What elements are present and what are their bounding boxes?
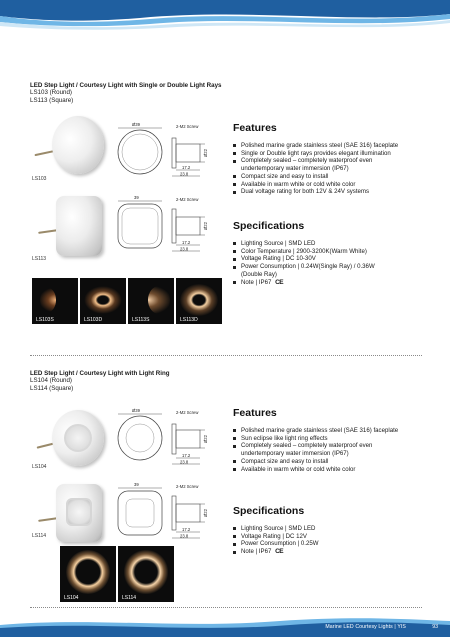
- spec-value: SMD LED: [288, 240, 316, 247]
- ls114-dim-side: Ø22: [203, 509, 208, 517]
- feature-item: Polished marine grade stainless steel (SAE 316) faceplate: [233, 142, 398, 150]
- spec-label: Voltage Rating: [241, 255, 281, 263]
- feature-item: Completely sealed – completely waterproof even: [233, 442, 398, 450]
- feature-item-continuation: undertemporary water immersion (IP67): [241, 450, 349, 458]
- ls113-dimension-drawing: [112, 193, 224, 255]
- section-divider: [30, 355, 422, 356]
- spec-item-continuation: (Double Ray): [241, 270, 277, 278]
- thumb-ls114: [118, 546, 174, 602]
- spec-item: Voltage Rating | DC 10-30V: [233, 255, 375, 263]
- thumb-ls103s: [32, 278, 78, 324]
- feature-item: Polished marine grade stainless steel (SAE 316) faceplate: [233, 427, 398, 435]
- spec-value: DC 10-30V: [285, 255, 316, 263]
- feature-item: Single or Double light rays provides elegant illumination: [233, 150, 398, 158]
- ls113-dim-depth2: 23.8: [180, 246, 189, 252]
- ls114-dim-depth1: 17.2: [182, 527, 191, 532]
- feature-item: Completely sealed – completely waterproof even: [233, 157, 398, 165]
- section1-title: LED Step Light / Courtesy Light with Single or Double Light Rays: [30, 82, 222, 89]
- ls114-dim-screw: 2-M2 Screw: [176, 484, 199, 489]
- section2-model-round: LS104 (Round): [30, 377, 72, 385]
- footer-series-text: [325, 624, 406, 630]
- ls113-label: LS113: [32, 256, 47, 262]
- spec-item: Note | IP67 CE: [233, 279, 375, 287]
- ls104-dim-diameter: Ø39: [132, 408, 140, 413]
- spec-label: Note: [241, 548, 254, 556]
- ls103-dim-screw: 2-M2 Screw: [176, 124, 199, 129]
- footer-series: Marine LED Courtesy Lights: [325, 624, 393, 630]
- thumb-ls113s: [128, 278, 174, 324]
- ls104-dimension-drawing: [112, 406, 224, 468]
- ls104-label: LS104: [32, 464, 47, 470]
- spec-value: IP67: [258, 548, 272, 556]
- feature-item: Sun eclipse like light ring effects: [233, 435, 398, 443]
- feature-item-continuation: undertemporary water immersion (IP67): [241, 165, 349, 173]
- header-band: [0, 0, 450, 34]
- feature-item: Available in warm white or cold white color: [233, 181, 398, 189]
- ls114-dim-width: 39: [134, 482, 139, 487]
- ls104-dim-side: Ø22: [203, 435, 208, 443]
- spec-item: Voltage Rating | DC 12V: [233, 533, 318, 541]
- section2-model-square: LS114 (Square): [30, 384, 74, 392]
- thumb-label: LS104: [64, 595, 79, 601]
- thumb-label: LS114: [122, 595, 137, 601]
- feature-item: Available in warm white or cold white color: [233, 466, 398, 474]
- spec-value: 0.24W(Single Ray) / 0.36W: [300, 263, 375, 271]
- section2-title-block: [30, 370, 170, 392]
- spec-item: Color Temperature | 2900-3200K(Warm White): [233, 248, 375, 256]
- ls113-dim-screw: 2-M2 Screw: [176, 197, 199, 202]
- ls103-label: LS103: [32, 176, 47, 182]
- spec-label: Power Consumption: [241, 540, 296, 548]
- footer-separator: |: [394, 624, 396, 630]
- spec-item: Lighting Source | SMD LED: [233, 525, 318, 533]
- section2-features-list: [233, 427, 398, 473]
- feature-item: Compact size and easy to install: [233, 173, 398, 181]
- ls114-dim-depth2: 23.8: [180, 533, 189, 539]
- spec-item: Power Consumption | 0.25W: [233, 540, 318, 548]
- section1-model-square: LS113 (Square): [30, 96, 74, 104]
- ls104-ring-graphic: [64, 424, 92, 452]
- section1-features-list: [233, 142, 398, 196]
- section1-specs-heading: Specifications: [233, 220, 305, 232]
- thumb-label: LS113D: [180, 317, 198, 323]
- spec-value: IP67: [258, 278, 272, 286]
- light-ray-graphic: [148, 286, 170, 314]
- spec-value: DC 12V: [285, 532, 307, 540]
- light-ring-graphic: [66, 550, 110, 594]
- section1-specs-list: [233, 240, 375, 286]
- ce-mark-icon: CE: [275, 278, 284, 286]
- thumb-ls113d: [176, 278, 222, 324]
- spec-item: Power Consumption | 0.24W(Single Ray) / 0.36W: [233, 263, 375, 271]
- ce-mark-icon: CE: [275, 548, 284, 556]
- light-ray-graphic: [40, 288, 56, 312]
- section2-thumbnails: [60, 546, 174, 602]
- section2-specs-heading: Specifications: [233, 505, 305, 517]
- section1-title-block: [30, 82, 221, 104]
- thumb-label: LS103S: [36, 317, 54, 323]
- ls114-ring-graphic: [66, 498, 92, 526]
- spec-label: Note: [241, 278, 254, 286]
- light-ray-graphic: [84, 286, 122, 314]
- spec-label: Lighting Source: [241, 525, 284, 532]
- ls113-dim-depth1: 17.2: [182, 240, 191, 245]
- section1-model-round: LS103 (Round): [30, 89, 72, 97]
- thumb-ls103d: [80, 278, 126, 324]
- feature-item: Compact size and easy to install: [233, 458, 398, 466]
- thumb-ls104: [60, 546, 116, 602]
- ls114-dimension-drawing: [112, 480, 224, 542]
- footer-brand: YIS: [397, 624, 406, 630]
- ls104-dim-depth2: 23.8: [180, 459, 189, 465]
- spec-value: 0.25W: [300, 540, 319, 548]
- ls103-dim-side: Ø22: [203, 149, 208, 157]
- ls104-dim-depth1: 17.2: [182, 453, 191, 458]
- ls113-dim-side: Ø22: [203, 222, 208, 230]
- page-number: 93: [432, 624, 438, 630]
- section2-title: LED Step Light / Courtesy Light with Light Ring: [30, 370, 170, 377]
- section2-specs-list: [233, 525, 318, 556]
- spec-label: Voltage Rating: [241, 532, 281, 540]
- ls103-dimension-drawing: [112, 120, 224, 180]
- section1-features-heading: Features: [233, 122, 277, 134]
- spec-value: 2900-3200K(Warm White): [296, 247, 367, 255]
- header-wave-graphic: [0, 0, 450, 34]
- spec-item: Lighting Source | SMD LED: [233, 240, 375, 248]
- ls103-dim-depth1: 17.2: [182, 165, 191, 170]
- light-ring-graphic: [124, 550, 168, 594]
- spec-value: SMD LED: [288, 525, 316, 532]
- spec-label: Power Consumption: [241, 263, 296, 271]
- spec-label: Color Temperature: [241, 247, 292, 255]
- ls113-product-photo: [56, 196, 102, 256]
- light-ray-graphic: [180, 284, 218, 316]
- section2-features-heading: Features: [233, 407, 277, 419]
- ls104-dim-screw: 2-M2 Screw: [176, 410, 199, 415]
- feature-item: Dual voltage rating for both 12V & 24V systems: [233, 188, 398, 196]
- ls103-dim-diameter: Ø39: [132, 122, 140, 127]
- ls103-dim-depth2: 23.8: [180, 171, 189, 177]
- ls103-product-photo: [52, 116, 104, 174]
- spec-item: Note | IP67 CE: [233, 548, 318, 556]
- bottom-divider: [30, 607, 422, 608]
- ls114-label: LS114: [32, 533, 47, 539]
- thumb-label: LS113S: [132, 317, 150, 323]
- spec-label: Lighting Source: [241, 240, 284, 247]
- ls113-dim-width: 39: [134, 195, 139, 200]
- thumb-label: LS103D: [84, 317, 103, 323]
- section1-thumbnails: [32, 278, 222, 324]
- footer-band: [0, 611, 450, 637]
